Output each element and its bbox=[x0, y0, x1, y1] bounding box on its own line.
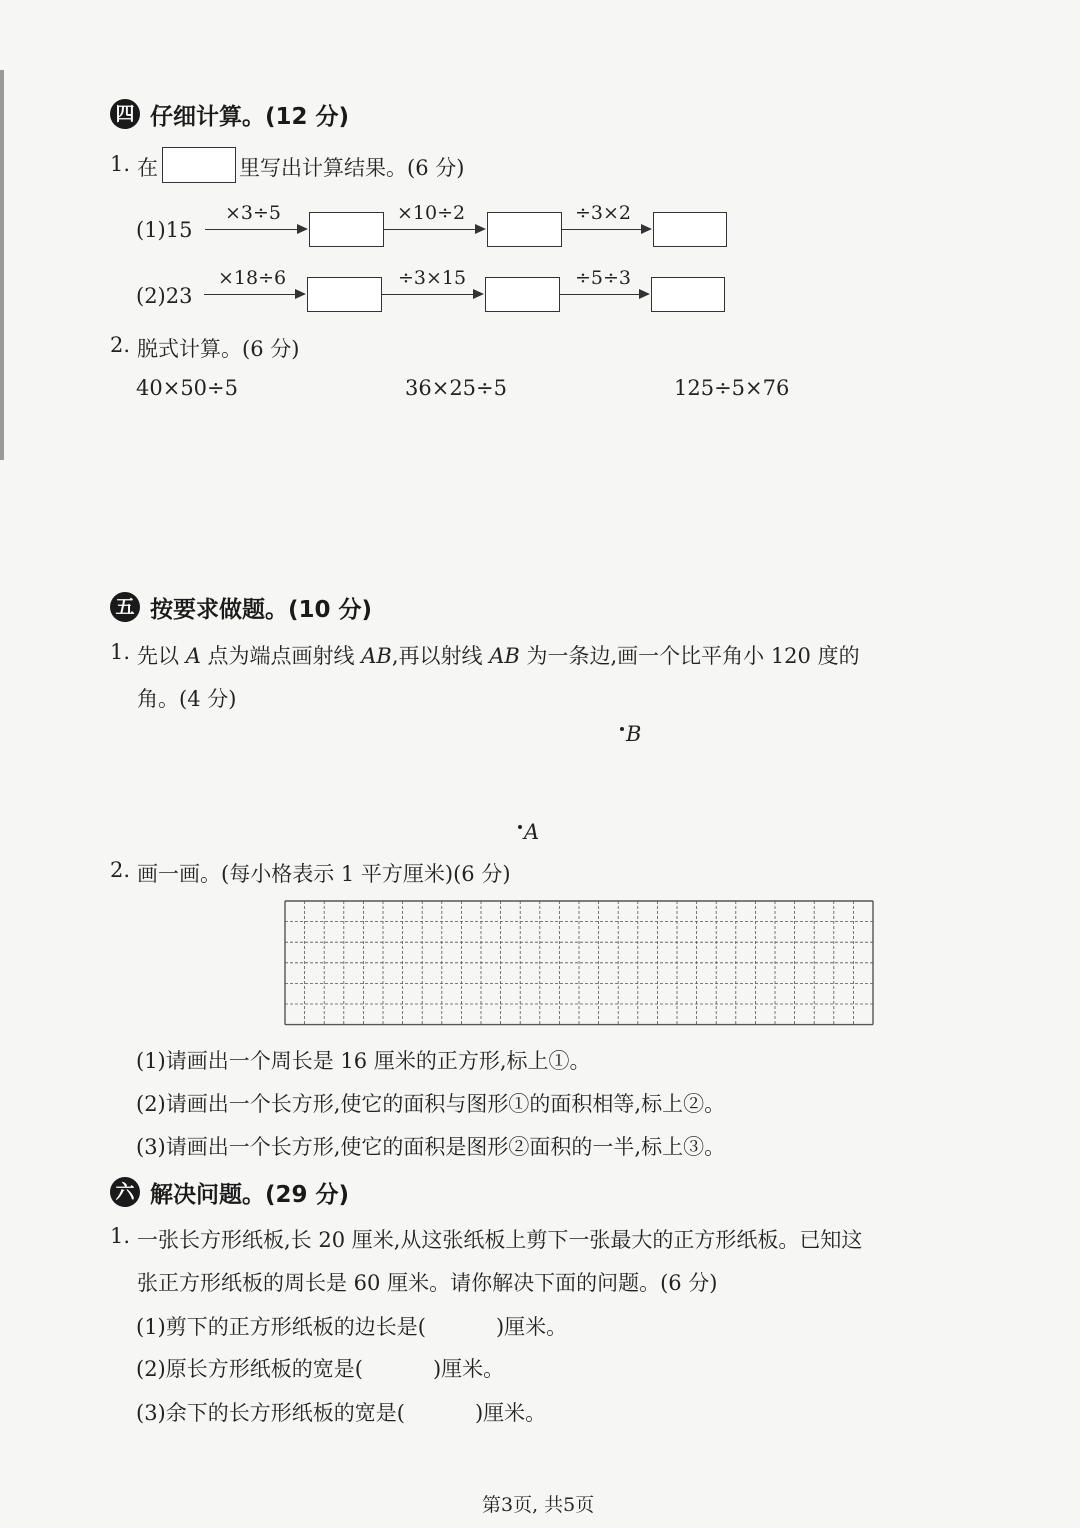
binding-edge bbox=[0, 70, 4, 460]
q5-2-number: 2. bbox=[110, 858, 131, 882]
chain1-answer-box-2[interactable] bbox=[487, 212, 562, 247]
chain1-arrow-2 bbox=[384, 229, 477, 230]
q6-1-sub-1: (1)剪下的正方形纸板的边长是( )厘米。 bbox=[136, 1315, 568, 1339]
point-b-dot bbox=[620, 727, 624, 731]
sample-answer-box bbox=[162, 147, 236, 183]
q5-2-sub-1: (1)请画出一个周长是 16 厘米的正方形,标上①。 bbox=[136, 1049, 591, 1073]
q5-1-line2: 角。(4 分) bbox=[137, 687, 237, 711]
q5-2-text: 画一画。(每小格表示 1 平方厘米)(6 分) bbox=[137, 862, 511, 886]
chain2-arrow-3 bbox=[560, 294, 641, 295]
chain1-op-2: ×10÷2 bbox=[397, 202, 466, 224]
q5-2-sub-3: (3)请画出一个长方形,使它的面积是图形②面积的一半,标上③。 bbox=[136, 1135, 726, 1159]
q6-1-line1: 一张长方形纸板,长 20 厘米,从这张纸板上剪下一张最大的正方形纸板。已知这 bbox=[137, 1228, 863, 1252]
chain1-arrow-3 bbox=[562, 229, 643, 230]
chain2-op-3: ÷5÷3 bbox=[575, 267, 632, 289]
section-4-badge: 四 bbox=[110, 99, 140, 129]
q4-1-text-after: 里写出计算结果。(6 分) bbox=[239, 156, 465, 180]
expression-3: 125÷5×76 bbox=[674, 376, 790, 400]
q4-2-text: 脱式计算。(6 分) bbox=[137, 337, 300, 361]
q4-1-text-before: 在 bbox=[137, 156, 158, 180]
chain1-answer-box-3[interactable] bbox=[653, 212, 727, 247]
chain2-arrow-2 bbox=[382, 294, 475, 295]
expression-1: 40×50÷5 bbox=[136, 376, 238, 400]
point-a-label: A bbox=[524, 820, 540, 844]
chain1-op-3: ÷3×2 bbox=[575, 202, 632, 224]
chain2-label: (2)23 bbox=[136, 284, 193, 308]
page-footer: 第3页, 共5页 bbox=[482, 1494, 595, 1516]
point-a-dot bbox=[518, 825, 522, 829]
chain2-answer-box-2[interactable] bbox=[485, 277, 560, 312]
q6-1-number: 1. bbox=[110, 1224, 131, 1248]
q6-1-line2: 张正方形纸板的周长是 60 厘米。请你解决下面的问题。(6 分) bbox=[137, 1271, 718, 1295]
drawing-grid[interactable] bbox=[284, 900, 878, 1030]
chain1-arrow-1 bbox=[205, 229, 300, 230]
chain1-label: (1)15 bbox=[136, 218, 193, 242]
section-6-badge: 六 bbox=[110, 1177, 140, 1207]
q6-1-sub-3: (3)余下的长方形纸板的宽是( )厘米。 bbox=[136, 1401, 547, 1425]
section-5-title: 按要求做题。(10 分) bbox=[150, 597, 373, 623]
chain1-op-1: ×3÷5 bbox=[225, 202, 282, 224]
chain2-op-1: ×18÷6 bbox=[218, 267, 287, 289]
chain2-arrow-head-3 bbox=[639, 289, 650, 299]
q5-1-number: 1. bbox=[110, 640, 131, 664]
expression-2: 36×25÷5 bbox=[405, 376, 507, 400]
chain2-arrow-head-1 bbox=[295, 289, 306, 299]
q5-2-sub-2: (2)请画出一个长方形,使它的面积与图形①的面积相等,标上②。 bbox=[136, 1092, 726, 1116]
q4-2-number: 2. bbox=[110, 333, 131, 357]
chain1-arrow-head-2 bbox=[475, 224, 486, 234]
chain2-arrow-1 bbox=[204, 294, 297, 295]
chain2-answer-box-1[interactable] bbox=[307, 277, 382, 312]
chain1-answer-box-1[interactable] bbox=[309, 212, 384, 247]
q4-1-number: 1. bbox=[110, 152, 131, 176]
section-6-title: 解决问题。(29 分) bbox=[150, 1182, 350, 1208]
chain1-arrow-head-1 bbox=[297, 224, 308, 234]
chain2-answer-box-3[interactable] bbox=[651, 277, 725, 312]
section-4-title: 仔细计算。(12 分) bbox=[150, 104, 350, 130]
chain2-arrow-head-2 bbox=[473, 289, 484, 299]
q6-1-sub-2: (2)原长方形纸板的宽是( )厘米。 bbox=[136, 1357, 505, 1381]
q5-1-line1: 先以 A 点为端点画射线 AB,再以射线 AB 为一条边,画一个比平角小 120 度的 bbox=[137, 644, 860, 668]
section-5-badge: 五 bbox=[110, 592, 140, 622]
point-b-label: B bbox=[626, 722, 642, 746]
chain2-op-2: ÷3×15 bbox=[398, 267, 467, 289]
chain1-arrow-head-3 bbox=[641, 224, 652, 234]
